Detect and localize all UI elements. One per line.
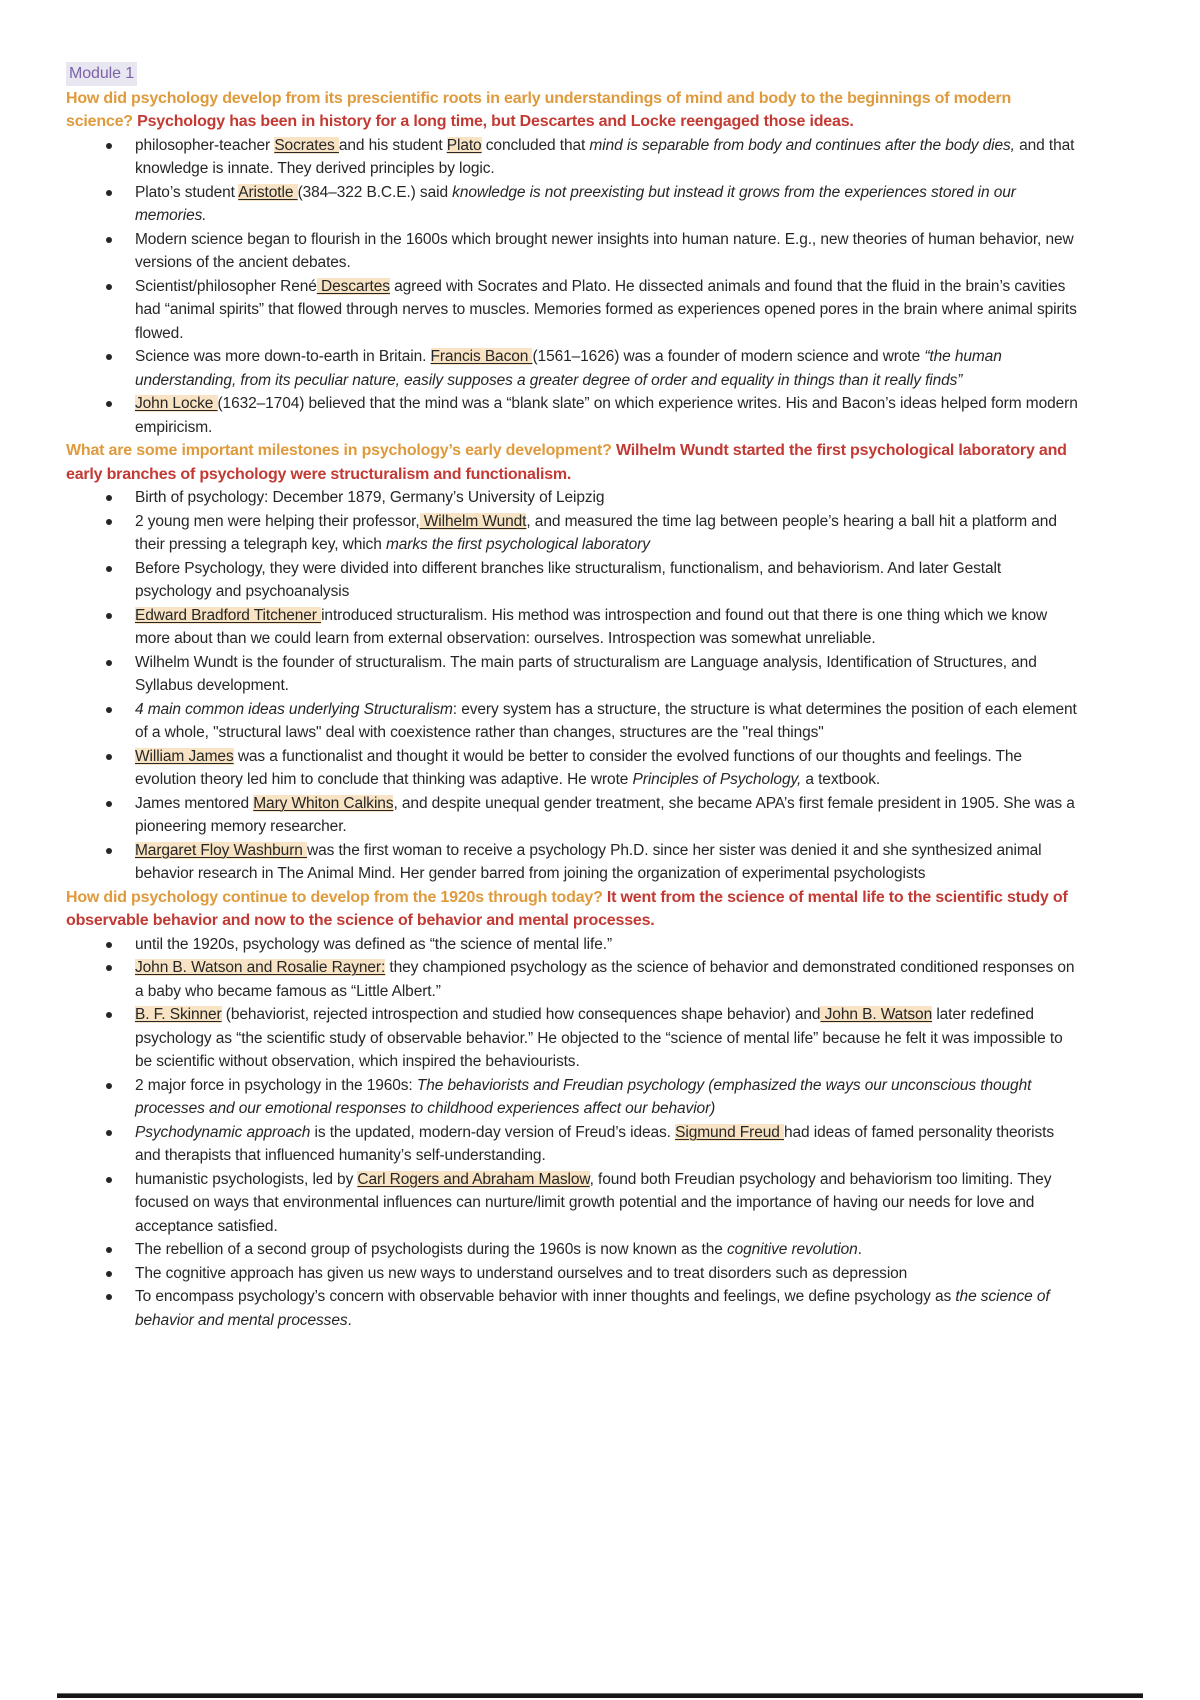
list-item	[66, 486, 1080, 510]
body-text: humanistic psychologists, led by	[135, 1170, 358, 1188]
page-bottom-border	[57, 1693, 1143, 1698]
list-item	[66, 1121, 1080, 1168]
list-item	[66, 134, 1080, 181]
highlighted-name: Margaret Floy Washburn	[135, 841, 307, 859]
list-item	[66, 392, 1080, 439]
italic-text: The behaviorists and Freudian psychology (emphasized the ways our unconscious thought processes and our emotional responses to childhood experiences affect our behavior)	[135, 1076, 1032, 1117]
highlighted-name: Mary Whiton Calkins	[253, 794, 394, 812]
list-item	[66, 698, 1080, 745]
body-text: .	[347, 1311, 352, 1329]
italic-text: Principles of Psychology,	[632, 771, 802, 788]
section-heading	[66, 886, 1080, 933]
body-text: Modern science began to flourish in the 1600s which brought newer insights into human nature. E.g., new theories of human behavior, new versions of the ancient debates.	[135, 230, 1074, 271]
list-item	[66, 839, 1080, 886]
highlighted-name: John Locke	[135, 395, 218, 412]
body-text: (1632–1704) believed that the mind was a “blank slate” on which experience writes. His and Bacon’s ideas helped form modern empiricism.	[135, 395, 1078, 436]
sections-container	[66, 87, 1080, 1333]
bullet-list	[66, 933, 1080, 1333]
highlighted-name: Socrates	[274, 136, 339, 154]
highlighted-name: Descartes	[316, 277, 390, 295]
list-item	[66, 1168, 1080, 1239]
body-text: introduced structuralism. His method was introspection and found out that there is one thing which we know more about than we could learn from external observation: ourselves. Introspection was somewhat unreliable.	[135, 606, 1048, 647]
list-item	[66, 345, 1080, 392]
body-text: 2 young men were helping their professor,	[135, 512, 420, 530]
section-heading	[66, 439, 1080, 486]
section-answer: It went from the science of mental life to the scientific study of observable behavior and now to the science of behavior and mental processes.	[66, 888, 1068, 929]
list-item	[66, 557, 1080, 604]
body-text: was the first woman to receive a psychology Ph.D. since her sister was denied it and she synthesized animal behavior research in The Animal Mind. Her gender barred from joining the organization of experimental psychologists	[135, 841, 1042, 882]
body-text: The cognitive approach has given us new ways to understand ourselves and to treat disorders such as depression	[135, 1264, 908, 1282]
body-text: James mentored	[135, 794, 254, 812]
body-text: , found both Freudian psychology and behaviorism too limiting. They focused on ways that environmental influences can nurture/limit growth potential and the importance of having our needs for love and acceptance satisfied.	[135, 1170, 1052, 1235]
section-question: How did psychology develop from its prescientific roots in early understandings of mind and body to the beginnings of modern science?	[66, 89, 1012, 130]
highlighted-name: John B. Watson	[820, 1006, 933, 1023]
list-item	[66, 1238, 1080, 1262]
highlighted-name: Wilhelm Wundt	[419, 512, 527, 530]
body-text: , and measured the time lag between people’s hearing a ball hit a platform and their pressing a telegraph key, which	[135, 512, 1057, 553]
list-item	[66, 1003, 1080, 1074]
body-text: Science was more down-to-earth in Britain.	[135, 348, 431, 365]
section-question: How did psychology continue to develop from the 1920s through today?	[66, 888, 607, 906]
highlighted-name: Edward Bradford Titchener	[135, 606, 322, 624]
body-text: , and despite unequal gender treatment, she became APA’s first female president in 1905. She was a pioneering memory researcher.	[135, 794, 1075, 835]
body-text: Birth of psychology: December 1879, Germany’s University of Leipzig	[135, 489, 605, 506]
body-text: later redefined psychology as “the scientific study of observable behavior.” He objected to the “science of mental life” because he felt it was impossible to be scientific without observation, which inspired the behaviourists.	[135, 1006, 1063, 1070]
list-item	[66, 745, 1080, 792]
body-text: they championed psychology as the science of behavior and demonstrated conditioned responses on a baby who became famous as “Little Albert.”	[135, 959, 1075, 1000]
body-text: (1561–1626) was a founder of modern science and wrote	[532, 348, 925, 365]
body-text: 2 major force in psychology in the 1960s:	[135, 1076, 417, 1094]
highlighted-name: Sigmund Freud	[675, 1123, 784, 1141]
list-item	[66, 1074, 1080, 1121]
body-text: philosopher-teacher	[135, 136, 275, 154]
list-item	[66, 181, 1080, 228]
italic-text: “the human understanding, from its peculiar nature, easily supposes a greater degree of order and equality in things than it really finds”	[135, 348, 1002, 389]
body-text: (behaviorist, rejected introspection and studied how consequences shape behavior) and	[221, 1006, 821, 1023]
italic-text: the science of behavior and mental processes	[135, 1288, 1050, 1329]
body-text: and his student	[338, 136, 447, 154]
highlighted-name: Aristotle	[238, 183, 298, 201]
body-text: concluded that	[481, 136, 590, 154]
section-answer: Psychology has been in history for a long time, but Descartes and Locke reengaged those ideas.	[137, 113, 854, 130]
module-title: Module 1	[66, 62, 137, 86]
body-text: Plato’s student	[135, 183, 239, 201]
section-question: What are some important milestones in psychology’s early development?	[66, 442, 616, 459]
list-item	[66, 510, 1080, 557]
list-item	[66, 651, 1080, 698]
body-text: was a functionalist and thought it would be better to consider the evolved functions of our thoughts and feelings. The evolution theory led him to conclude that thinking was adaptive. He wrote	[135, 747, 1022, 788]
body-text: Wilhelm Wundt is the founder of structuralism. The main parts of structuralism are Language analysis, Identification of Structures, and Syllabus development.	[135, 653, 1037, 694]
body-text: agreed with Socrates and Plato. He dissected animals and found that the fluid in the brain’s cavities had “animal spirits” that flowed through nerves to muscles. Memories formed as experiences opened pores in the brain where animal spirits flowed.	[135, 277, 1077, 342]
list-item	[66, 792, 1080, 839]
italic-text: knowledge is not preexisting but instead it grows from the experiences stored in our memories.	[135, 183, 1016, 224]
italic-text: mind is separable from body and continues after the body dies,	[589, 136, 1015, 154]
body-text: Before Psychology, they were divided into different branches like structuralism, functionalism, and behaviorism. And later Gestalt psychology and psychoanalysis	[135, 559, 1002, 600]
body-text: (384–322 B.C.E.) said	[297, 183, 453, 201]
italic-text: marks the first psychological laboratory	[385, 536, 650, 553]
bullet-list	[66, 134, 1080, 440]
italic-text: cognitive revolution	[726, 1241, 858, 1258]
italic-text: Psychodynamic approach	[135, 1123, 311, 1141]
body-text: The rebellion of a second group of psychologists during the 1960s is now known as the	[135, 1241, 727, 1258]
highlighted-name: Francis Bacon	[430, 348, 533, 365]
body-text: is the updated, modern-day version of Freud’s ideas.	[310, 1123, 676, 1141]
highlighted-name: Plato	[446, 136, 482, 154]
body-text: To encompass psychology’s concern with observable behavior with inner thoughts and feelings, we define psychology as	[135, 1288, 956, 1305]
body-text: until the 1920s, psychology was defined as “the science of mental life.”	[135, 935, 613, 953]
list-item	[66, 275, 1080, 346]
body-text: .	[857, 1241, 862, 1258]
highlighted-name: Carl Rogers and Abraham Maslow	[357, 1170, 590, 1188]
highlighted-name: John B. Watson and Rosalie Rayner:	[135, 959, 386, 976]
list-item	[66, 933, 1080, 957]
section-answer: Wilhelm Wundt started the first psychological laboratory and early branches of psychology were structuralism and functionalism.	[66, 442, 1067, 483]
highlighted-name: William James	[135, 747, 234, 765]
list-item	[66, 604, 1080, 651]
highlighted-name: B. F. Skinner	[135, 1006, 222, 1023]
italic-text: 4 main common ideas underlying Structuralism	[135, 700, 453, 718]
body-text: a textbook.	[801, 771, 881, 788]
body-text: : every system has a structure, the structure is what determines the position of each element of a whole, "structural laws" deal with coexistence rather than changes, structures are the "real things"	[135, 700, 1077, 741]
body-text: Scientist/philosopher René	[135, 277, 317, 295]
body-text: and that knowledge is innate. They derived principles by logic.	[135, 136, 1075, 177]
section-heading	[66, 87, 1080, 134]
bullet-list	[66, 486, 1080, 886]
body-text: had ideas of famed personality theorists and therapists that influenced humanity’s self-understanding.	[135, 1123, 1054, 1164]
list-item	[66, 1285, 1080, 1332]
list-item	[66, 1262, 1080, 1286]
list-item	[66, 956, 1080, 1003]
list-item	[66, 228, 1080, 275]
